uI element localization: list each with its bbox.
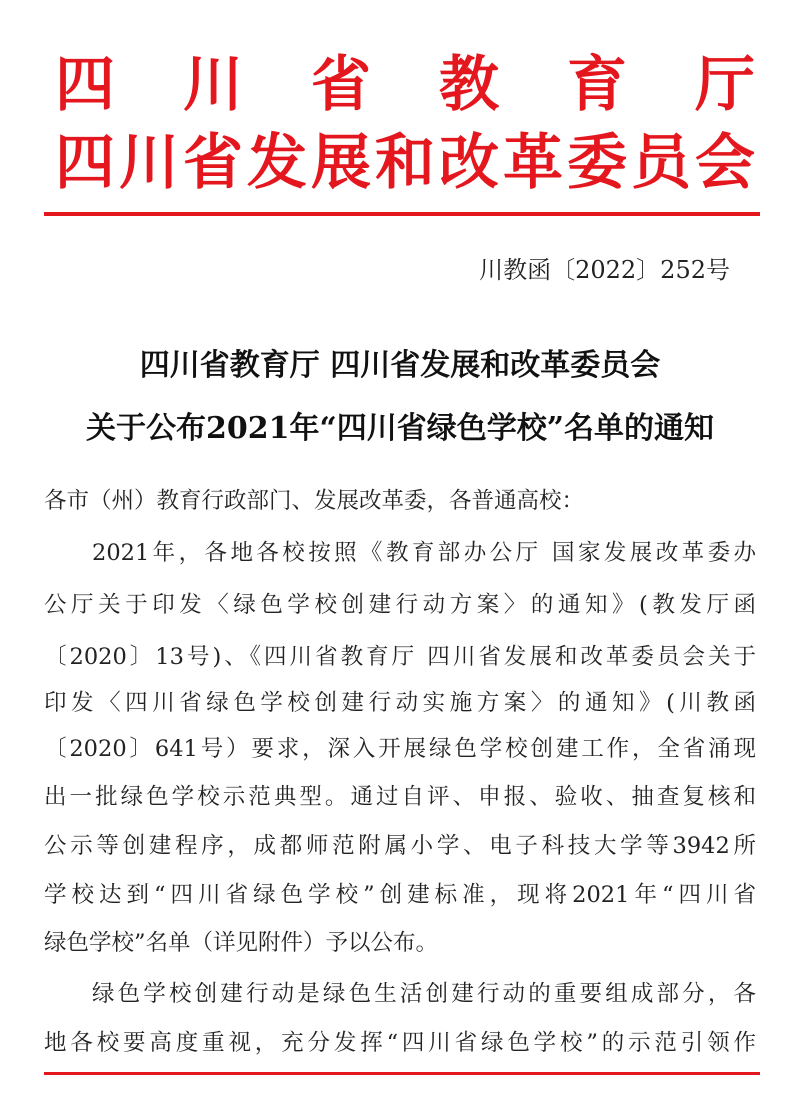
header-char: 四 — [55, 128, 115, 198]
footer-divider — [44, 1072, 760, 1075]
header-char: 省 — [183, 128, 243, 198]
header-char: 川 — [119, 128, 179, 198]
body-line: 出一批绿色学校示范典型。通过自评、申报、验收、抽查复核和 — [44, 784, 756, 810]
header-char: 员 — [631, 128, 691, 198]
header-divider — [44, 212, 760, 216]
header-char: 发 — [247, 128, 307, 198]
header-char: 育 — [567, 50, 627, 120]
issuer-header-education-department — [55, 50, 755, 120]
body-line: 〔2020〕13号)、《四川省教育厅 四川省发展和改革委员会关于 — [44, 644, 756, 670]
header-char: 四 — [55, 50, 115, 120]
header-char: 和 — [375, 128, 435, 198]
body-line: 绿色学校”名单（详见附件）予以公布。 — [44, 930, 439, 956]
body-line: 公厅关于印发〈绿色学校创建行动方案〉的通知》(教发厅函 — [44, 592, 756, 618]
header-char: 展 — [311, 128, 371, 198]
header-char: 革 — [503, 128, 563, 198]
header-char: 委 — [567, 128, 627, 198]
header-char: 厅 — [695, 50, 755, 120]
document-number: 川教函〔2022〕252号 — [479, 256, 730, 284]
body-line: 公示等创建程序，成都师范附属小学、电子科技大学等3942所 — [44, 833, 756, 859]
body-line: 学校达到“四川省绿色学校”创建标准，现将2021年“四川省 — [44, 882, 756, 908]
title-line-2: 关于公布2021年“四川省绿色学校”名单的通知 — [85, 411, 714, 446]
body-line: 2021年，各地各校按照《教育部办公厅 国家发展改革委办 — [92, 540, 756, 566]
body-line: 绿色学校创建行动是绿色生活创建行动的重要组成部分，各 — [92, 981, 756, 1007]
header-char: 改 — [439, 128, 499, 198]
body-line: 印发〈四川省绿色学校创建行动实施方案〉的通知》(川教函 — [44, 690, 756, 716]
body-line: 地各校要高度重视，充分发挥“四川省绿色学校”的示范引领作 — [44, 1030, 756, 1056]
title-line-1: 四川省教育厅 四川省发展和改革委员会 — [139, 348, 661, 383]
issuer-header-development-commission — [55, 128, 755, 198]
header-char: 教 — [439, 50, 499, 120]
header-char: 川 — [183, 50, 243, 120]
header-char: 省 — [311, 50, 371, 120]
salutation: 各市（州）教育行政部门、发展改革委，各普通高校： — [44, 488, 585, 514]
body-line: 〔2020〕641号）要求，深入开展绿色学校创建工作，全省涌现 — [44, 736, 756, 762]
header-char: 会 — [695, 128, 755, 198]
